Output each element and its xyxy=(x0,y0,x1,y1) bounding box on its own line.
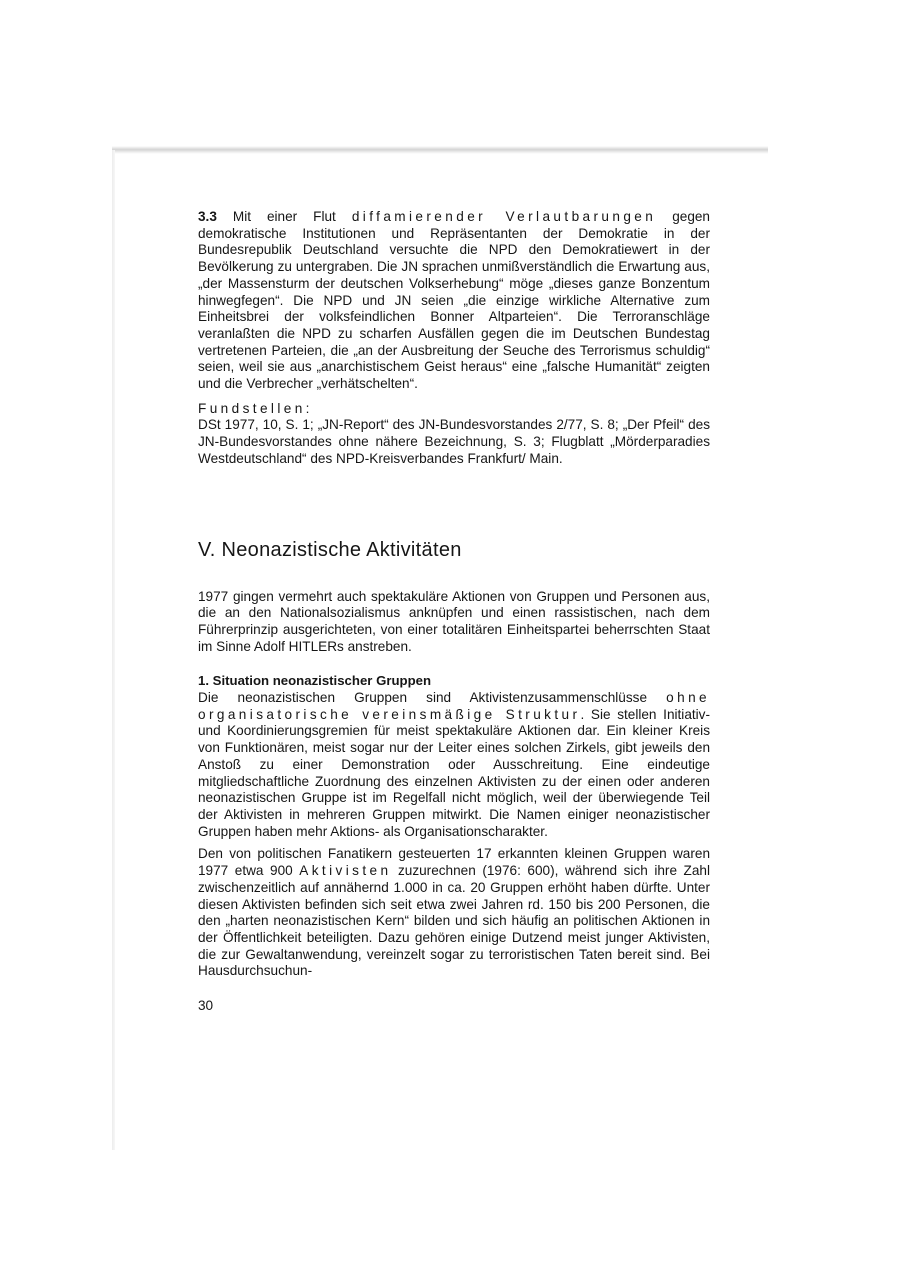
text-run: gegen demokratische Institutionen und Repräsentanten der Demokratie in der Bundesrepublik Deutschland versuchte die NPD den Demokratiewert in der Bevölkerung zu untergraben. Die JN sprachen unmißverständlich die Erwartung aus, „der Massensturm der deutschen Volkserhebung“ möge „dieses ganze Bonzentum hinwegfegen“. Die NPD und JN seien „die einzige wirkliche Alternative zum Einheitsbrei der volksfeindlichen Bonner Altparteien“. Die Terroranschläge veranlaßten die NPD zu scharfen Ausfällen gegen die im Deutschen Bundestag vertretenen Parteien, die „an der Ausbreitung der Seuche des Terrorismus schuldig“ seien, weil sie aus „anarchistischem Geist heraus“ eine „falsche Humanität“ zeigten und die Verbrecher „verhätschelten“. xyxy=(198,209,710,392)
spaced-emphasis: Aktivisten xyxy=(299,863,392,879)
section-3-3-paragraph xyxy=(198,209,710,393)
text-run: . Sie stellen Initiativ- und Koordinierungsgremien für meist spektakuläre Aktionen dar. Ein kleiner Kreis von Funktionären, meist sogar nur der Leiter eines solchen Zirkels, gibt jeweils den Anstoß zu einer Demonstration oder Ausschreitung. Eine eindeutige mitgliedschaftliche Zuordnung des einzelnen Aktivisten zu der einen oder anderen neonazistischen Gruppe ist im Regelfall nicht möglich, weil der überwiegende Teil der Aktivisten in mehreren Gruppen mitwirkt. Die Namen einiger neonazistischer Gruppen haben mehr Aktions- als Organisationscharakter. xyxy=(198,706,711,839)
section-1-heading: 1. Situation neonazistischer Gruppen xyxy=(198,673,432,689)
document-body xyxy=(198,209,710,1015)
page-number: 30 xyxy=(198,998,214,1014)
spaced-emphasis: ohne organisatorische vereinsmäßige Struktur xyxy=(198,690,710,722)
section-1-paragraph-1 xyxy=(198,690,710,840)
section-number: 3.3 xyxy=(198,209,217,224)
text-run: Mit einer Flut xyxy=(216,209,352,224)
text-run: Den von politischen Fanatikern gesteuerten 17 erkannten kleinen Gruppen waren 1977 etwa 900 xyxy=(198,846,710,879)
section-1-paragraph-2 xyxy=(198,846,710,980)
fundstellen-text: DSt 1977, 10, S. 1; „JN-Report“ des JN-Bundesvorstandes 2/77, S. 8; „Der Pfeil“ des JN-Bundesvorstandes ohne nähere Bezeichnung, S. 3; Flugblatt „Mörderparadies Westdeutschland“ des NPD-Kreisverbandes Frankfurt/ Main. xyxy=(198,417,710,466)
chapter-title: V. Neonazistische Aktivitäten xyxy=(198,538,462,561)
text-run: Die neonazistischen Gruppen sind Aktivistenzusammenschlüsse xyxy=(198,690,667,706)
page-left-edge xyxy=(112,150,115,1150)
text-run: zuzurechnen (1976: 600), während sich ihre Zahl zwischenzeitlich auf annähernd 1.000 in ca. 20 Gruppen erhöht haben dürfte. Unter diesen Aktivisten befinden sich seit etwa zwei Jahren rd. 150 bis 200 Personen, die den „harten neonazistischen Kern“ bilden und sich häufig an politischen Aktionen in der Öffentlichkeit beteiligten. Dazu gehören einige Dutzend meist junger Aktivisten, die zur Gewaltanwendung, vereinzelt sogar zu terroristischen Taten bereit sind. Bei Hausdurchsuchun- xyxy=(198,863,710,979)
spaced-emphasis: diffamierender Verlautbarungen xyxy=(351,209,657,224)
fundstellen-heading: Fundstellen: xyxy=(198,400,313,416)
chapter-intro: 1977 gingen vermehrt auch spektakuläre Aktionen von Gruppen und Personen aus, die an den Nationalsozialismus anknüpfen und einen rassistischen, nach dem Führerprinzip ausgerichteten, von einer totalitären Einheitspartei beherrschten Staat im Sinne Adolf HITLERs anstreben. xyxy=(198,588,710,654)
page-top-edge xyxy=(112,146,768,154)
